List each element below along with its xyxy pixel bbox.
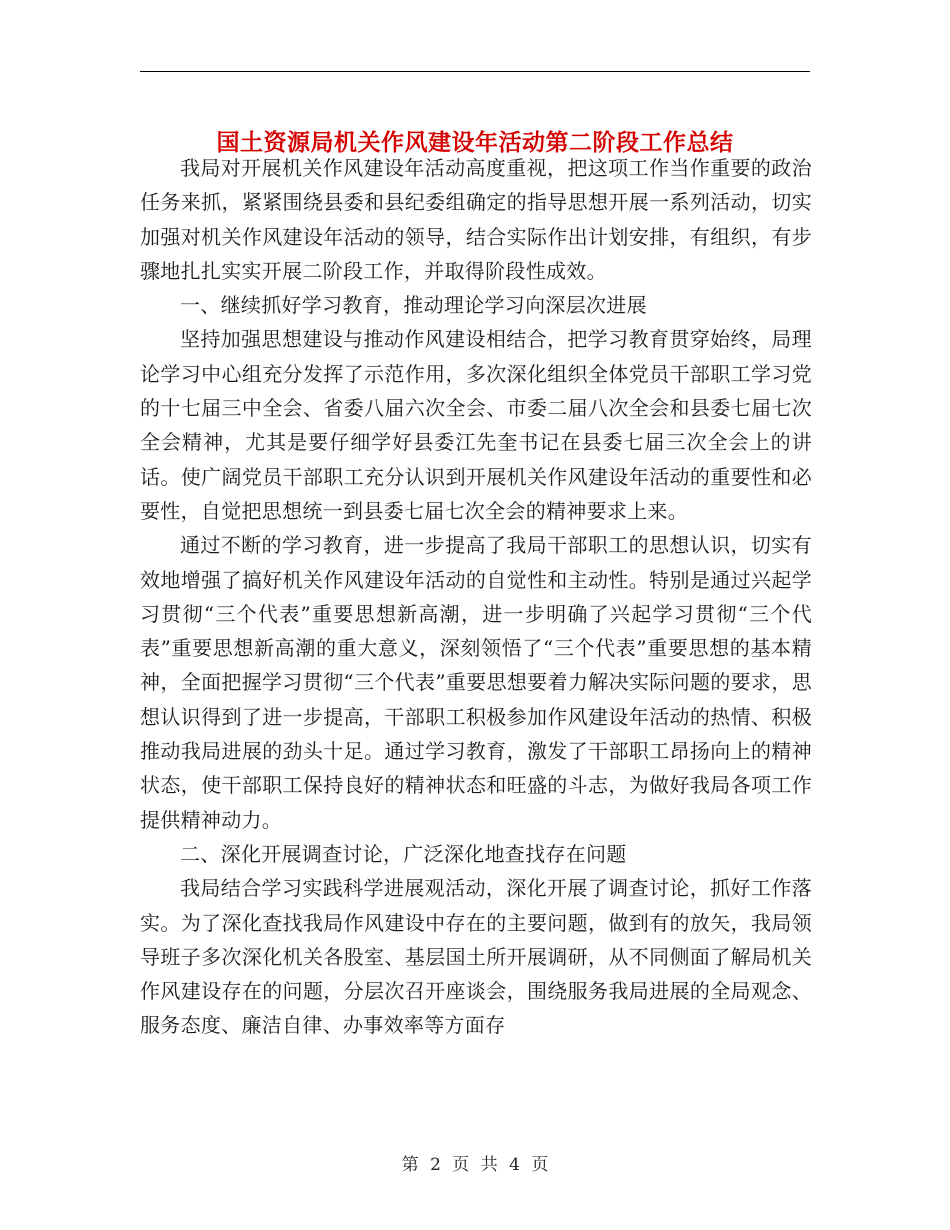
section-heading-2: 二、深化开展调查讨论，广泛深化地查找存在问题	[180, 841, 627, 866]
section-heading-1: 一、继续抓好学习教育，推动理论学习向深层次进展	[180, 293, 647, 318]
paragraph-education: 通过不断的学习教育，进一步提高了我局干部职工的思想认识，切实有效地增强了搞好机关作风建设年活动的自觉性和主动性。特别是通过兴起学习贯彻“三个代表”重要思想新高潮，进一步明确了兴起学习贯彻“三个代表”重要思想新高潮的重大意义，深刻领悟了“三个代表”重要思想的基本精神，全面把握学习贯彻“三个代表”重要思想要着力解决实际问题的要求，思想认识得到了进一步提高，干部职工积极参加作风建设年活动的热情、积极推动我局进展的劲头十足。通过学习教育，激发了干部职工昂扬向上的精神状态，使干部职工保持良好的精神状态和旺盛的斗志，为做好我局各项工作提供精神动力。	[140, 533, 812, 832]
paragraph-investigation: 我局结合学习实践科学进展观活动，深化开展了调查讨论，抓好工作落实。为了深化查找我局作风建设中存在的主要问题，做到有的放矢，我局领导班子多次深化机关各股室、基层国土所开展调研，从不同侧面了解局机关作风建设存在的问题，分层次召开座谈会，围绕服务我局进展的全局观念、服务态度、廉洁自律、办事效率等方面存	[140, 876, 812, 1038]
document-title: 国土资源局机关作风建设年活动第二阶段工作总结	[216, 129, 734, 157]
paragraph-intro: 我局对开展机关作风建设年活动高度重视，把这项工作当作重要的政治任务来抓，紧紧围绕县委和县纪委组确定的指导思想开展一系列活动，切实加强对机关作风建设年活动的领导，结合实际作出计划安排，有组织，有步骤地扎扎实实开展二阶段工作，并取得阶段性成效。	[140, 156, 812, 283]
header-rule	[140, 71, 810, 72]
page-number: 第 2 页 共 4 页	[401, 1155, 549, 1175]
paragraph-study: 坚持加强思想建设与推动作风建设相结合，把学习教育贯穿始终，局理论学习中心组充分发挥了示范作用，多次深化组织全体党员干部职工学习党的十七届三中全会、省委八届六次全会、市委二届八次全会和县委七届七次全会精神，尤其是要仔细学好县委江先奎书记在县委七届三次全会上的讲话。使广阔党员干部职工充分认识到开展机关作风建设年活动的重要性和必要性，自觉把思想统一到县委七届七次全会的精神要求上来。	[140, 327, 812, 523]
document-body	[140, 151, 812, 1043]
